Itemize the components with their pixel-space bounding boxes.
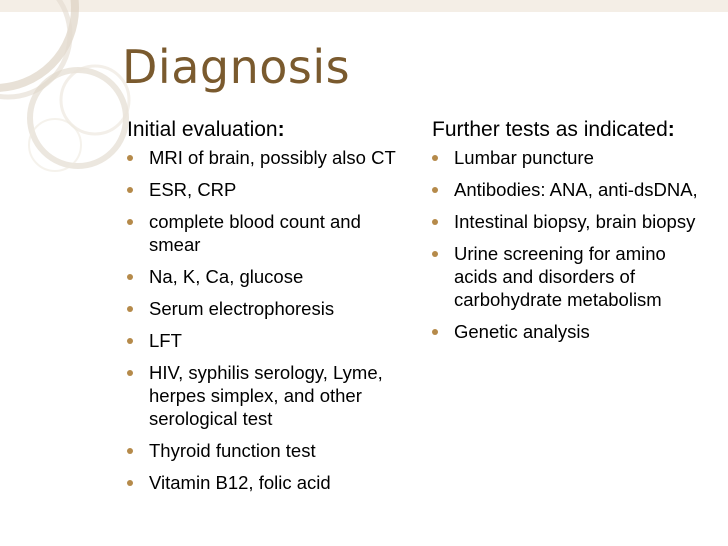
list-item: ESR, CRP [127, 178, 402, 201]
further-tests-column [432, 116, 702, 352]
bullet-icon [127, 448, 133, 454]
bullet-icon [432, 329, 438, 335]
list-item: HIV, syphilis serology, Lyme, herpes simplex, and other serological test [127, 361, 402, 430]
list-item: LFT [127, 329, 402, 352]
bullet-icon [432, 155, 438, 161]
slide-title: Diagnosis [122, 40, 351, 94]
list-item: Thyroid function test [127, 439, 402, 462]
list-item: complete blood count and smear [127, 210, 402, 256]
bullet-icon [432, 187, 438, 193]
bullet-icon [127, 274, 133, 280]
list-item: Serum electrophoresis [127, 297, 402, 320]
bullet-icon [127, 306, 133, 312]
bullet-icon [432, 219, 438, 225]
list-item: MRI of brain, possibly also CT [127, 146, 402, 169]
list-item: Intestinal biopsy, brain biopsy [432, 210, 702, 233]
initial-evaluation-heading: Initial evaluation: [127, 118, 285, 141]
further-tests-heading: Further tests as indicated: [432, 118, 675, 141]
bullet-icon [127, 370, 133, 376]
initial-evaluation-column [127, 116, 402, 503]
list-item: Lumbar puncture [432, 146, 702, 169]
list-item: Antibodies: ANA, anti-dsDNA, [432, 178, 702, 201]
bullet-icon [127, 480, 133, 486]
bullet-icon [127, 219, 133, 225]
bullet-icon [432, 251, 438, 257]
list-item: Vitamin B12, folic acid [127, 471, 402, 494]
list-item: Na, K, Ca, glucose [127, 265, 402, 288]
bullet-icon [127, 155, 133, 161]
further-tests-list [432, 146, 702, 343]
list-item: Urine screening for amino acids and disorders of carbohydrate metabolism [432, 242, 702, 311]
list-item: Genetic analysis [432, 320, 702, 343]
bullet-icon [127, 338, 133, 344]
initial-evaluation-list [127, 146, 402, 494]
bullet-icon [127, 187, 133, 193]
